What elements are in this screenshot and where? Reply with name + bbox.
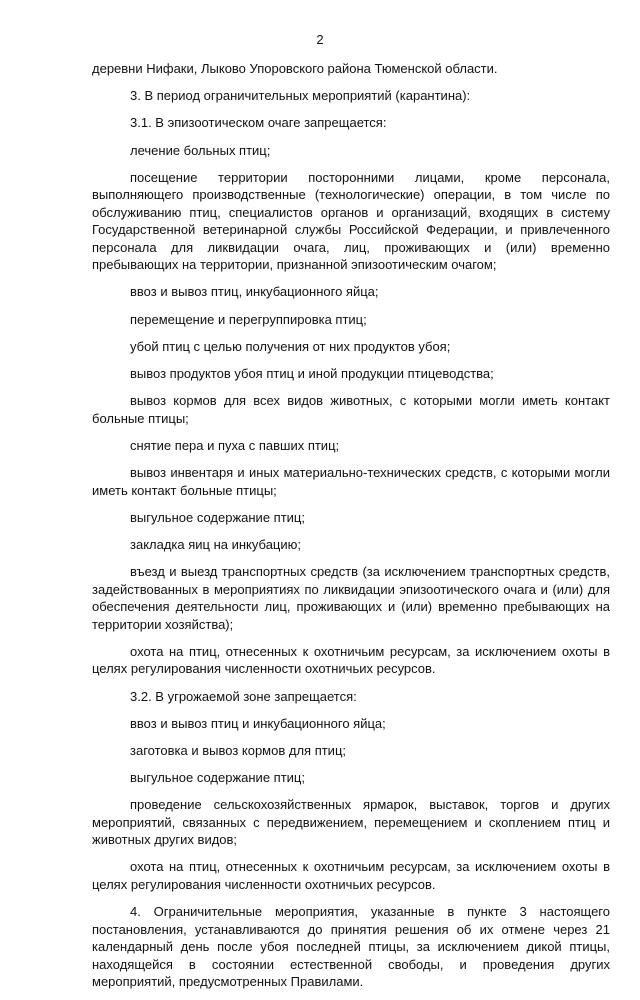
paragraph: убой птиц с целью получения от них продуктов убоя; bbox=[130, 338, 451, 354]
paragraph: снятие пера и пуха с павших птиц; bbox=[130, 437, 340, 453]
paragraph: охота на птиц, отнесенных к охотничьим ресурсам, за исключением охоты в целях регулирования численности охотничьих ресурсов. bbox=[92, 643, 610, 677]
paragraph: ввоз и вывоз птиц, инкубационного яйца; bbox=[130, 284, 379, 300]
paragraph: лечение больных птиц; bbox=[130, 142, 271, 158]
paragraph: вывоз инвентаря и иных материально-технических средств, с которыми могли иметь контакт больные птицы; bbox=[92, 465, 610, 498]
paragraph: вывоз продуктов убоя птиц и иной продукции птицеводства; bbox=[130, 366, 494, 381]
paragraph: посещение территории посторонними лицами, кроме персонала, выполняющего производственные (технологические) операции, в том числе по обслуживанию птиц, специалистов органов и организаций, входящих в систему Государственной ветеринарной службы Российской Федерации, и привлеченного персонала для ликвидации очага, лиц, проживающих и (или) временно пребывающих на территории, признанной эпизоотическим очагом; bbox=[92, 169, 610, 273]
paragraph: 3.1. В эпизоотическом очаге запрещается: bbox=[130, 115, 387, 131]
paragraph: 4. Ограничительные мероприятия, указанные в пункте 3 настоящего постановления, устанавливаются до принятия решения об их отмене через 21 календарный день после убоя последней птицы, за исключением дикой птицы, находящейся в состоянии естественной свободы, и проведения других мероприятий, предусмотренных Правилами. bbox=[92, 904, 610, 990]
paragraph: выгульное содержание птиц; bbox=[130, 770, 305, 786]
paragraph: проведение сельскохозяйственных ярмарок, выставок, торгов и других мероприятий, связанных с передвижением, перемещением и скоплением птиц и животных других видов; bbox=[92, 797, 610, 848]
paragraph: охота на птиц, отнесенных к охотничьим ресурсам, за исключением охоты в целях регулирования численности охотничьих ресурсов. bbox=[92, 859, 610, 892]
document-body bbox=[92, 60, 610, 1000]
paragraph: выгульное содержание птиц; bbox=[130, 509, 305, 525]
page-number: 2 bbox=[316, 32, 324, 47]
paragraph: въезд и выезд транспортных средств (за исключением транспортных средств, задействованных в мероприятиях по ликвидации эпизоотического очага и (или) для обеспечения деятельности лиц, проживающих и (или) временно пребывающих на территории хозяйства); bbox=[92, 564, 610, 632]
paragraph: перемещение и перегруппировка птиц; bbox=[130, 311, 367, 327]
paragraph: 3. В период ограничительных мероприятий (карантина): bbox=[130, 88, 471, 104]
paragraph: ввоз и вывоз птиц и инкубационного яйца; bbox=[130, 715, 386, 731]
paragraph: закладка яиц на инкубацию; bbox=[130, 536, 301, 552]
paragraph: 3.2. В угрожаемой зоне запрещается: bbox=[130, 688, 357, 704]
paragraph: деревни Нифаки, Лыково Упоровского района Тюменской области. bbox=[92, 61, 498, 76]
paragraph: заготовка и вывоз кормов для птиц; bbox=[130, 742, 347, 758]
paragraph: вывоз кормов для всех видов животных, с которыми могли иметь контакт больные птицы; bbox=[92, 393, 610, 426]
